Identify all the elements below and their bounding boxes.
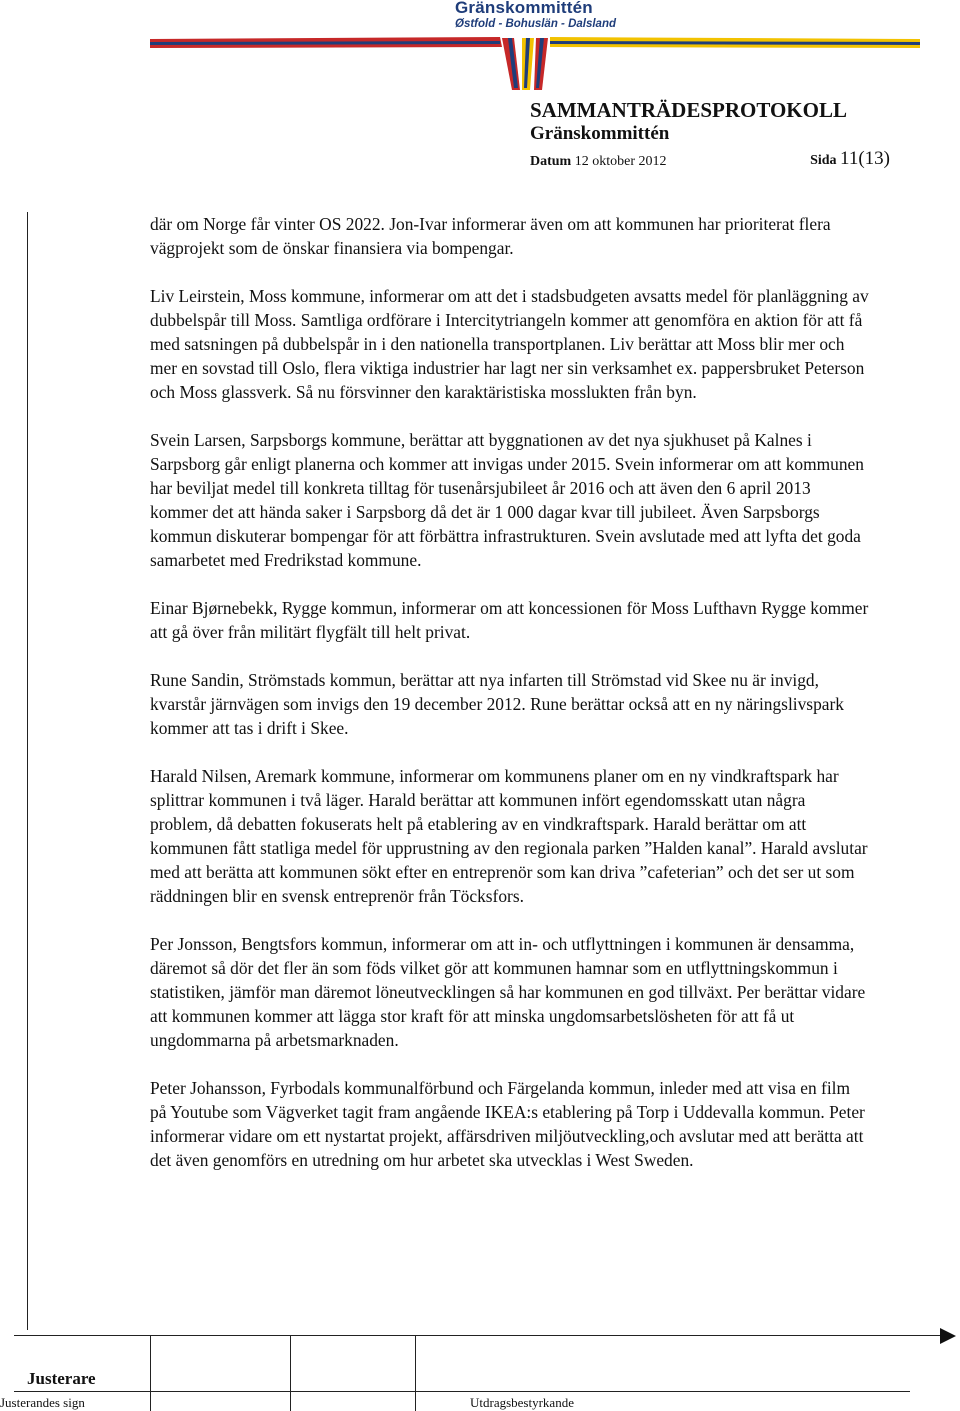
footer-divider [415,1335,416,1411]
logo-ribbon-icon [150,32,920,92]
logo-title: Gränskommittén [455,0,593,17]
paragraph: Per Jonsson, Bengtsfors kommun, informerar om att in- och utflyttningen i kommunen är densamma, däremot så dör det fler än som föds vilket gör att kommunen hamnar som en utflyttningskommun i statistiken, jämför man däremot löneutvecklingen så har kommunen en god tillväxt. Per berättar vidare att kommunen kommer att lägga stor kraft för att minska ungdomsarbetslösheten för att få ut ungdommarna på arbetsmarknaden. [150,934,866,1050]
paragraph: där om Norge får vinter OS 2022. Jon-Ivar informerar även om att kommunen har prioriterat flera vägprojekt som de önskar finansiera via bompengar. [150,214,831,258]
paragraph: Rune Sandin, Strömstads kommun, berättar att nya infarten till Strömstad vid Skee nu är invigd, kvarstår järnvägen som invigs den 19 december 2012. Rune berättar också att en ny näringslivspark kommer att tas i drift i Skee. [150,670,844,738]
utdragsbestyrkande-label: Utdragsbestyrkande [470,1395,574,1410]
footer-bottom-line [14,1391,910,1392]
date [530,154,667,170]
date-value: 12 oktober 2012 [574,154,667,169]
date-label: Datum [530,154,572,169]
margin-line [27,212,28,1330]
page-number [810,148,890,170]
paragraph: Harald Nilsen, Aremark kommune, informerar om kommunens planer om en ny vindkraftspark har splittrar kommunen i två läger. Harald berättar att kommunen infört egendomsskatt utan några problem, då debatten fokuserats helt på etablering av en vindkraftspark. Harald berättar om att kommunen fått statliga medel för upprustning av den regionala parken ”Halden kanal”. Harald avslutar med att berätta att kommunen sökt efter en entreprenör som kan driva ”cafeterian” och det ser ut som räddningen blir en svensk entreprenör från Töcksfors. [150,766,868,906]
protocol-body [150,212,870,1196]
paragraph: Liv Leirstein, Moss kommune, informerar om att det i stadsbudgeten avsatts medel för planläggning av dubbelspår till Moss. Samtliga ordförare i Intercitytriangeln kommer att genomföra en aktion för att få med satsningen på dubbelspår in i den nationella transportplanen. Liv berättar att Moss blir mer och mer en sovstad till Oslo, flera viktiga industrier har lagt ner sin verksamhet ex. pappersbruket Peterson och Moss glassverk. Så nu försvinner den karaktäristiska mosslukten från byn. [150,286,869,402]
paragraph: Einar Bjørnebekk, Rygge kommun, informerar om att koncessionen för Moss Lufthavn Rygge kommer att gå över från militärt flygfält till helt privat. [150,598,869,642]
page-label: Sida [810,153,837,168]
footer-top-line [14,1335,944,1336]
logo [150,0,920,100]
page-value: 11(13) [840,148,890,169]
protocol-title: SAMMANTRÄDESPROTOKOLL [530,98,847,122]
arrow-right-icon [940,1328,956,1344]
logo-subtitle: Østfold - Bohuslän - Dalsland [455,18,617,30]
protocol-org: Gränskommittén [530,123,670,144]
footer-divider [150,1335,151,1411]
justerandes-sign-label: Justerandes sign [0,1395,85,1410]
justerare-label: Justerare [27,1369,96,1388]
paragraph: Peter Johansson, Fyrbodals kommunalförbund och Färgelanda kommun, inleder med att visa en film på Youtube som Vägverket tagit fram angående IKEA:s etablering på Torp i Uddevalla kommun. Peter informerar vidare om ett nystartat projekt, affärsdriven miljöutveckling,och avslutar med att berätta att det även genomförs en utredning om hur arbetet ska utvecklas i West Sweden. [150,1078,865,1170]
signature-footer [0,1325,960,1411]
footer-divider [290,1335,291,1411]
protocol-header [530,98,910,174]
protocol-meta [530,148,910,174]
paragraph: Svein Larsen, Sarpsborgs kommune, berättar att byggnationen av det nya sjukhuset på Kalnes i Sarpsborg går enligt planerna och kommer att invigas under 2015. Svein informerar om att kommunen har beviljat medel till konkreta tilltag för tusenårsjubileet år 2016 och att även den 6 april 2013 kommer det att hända saker i Sarpsborg då det är 1 000 dagar kvar till jubileet. Även Sarpsborgs kommun diskuterar bompengar för att förbättra infrastrukturen. Svein avslutade med att lyfta det goda samarbetet med Fredrikstad kommune. [150,430,864,570]
